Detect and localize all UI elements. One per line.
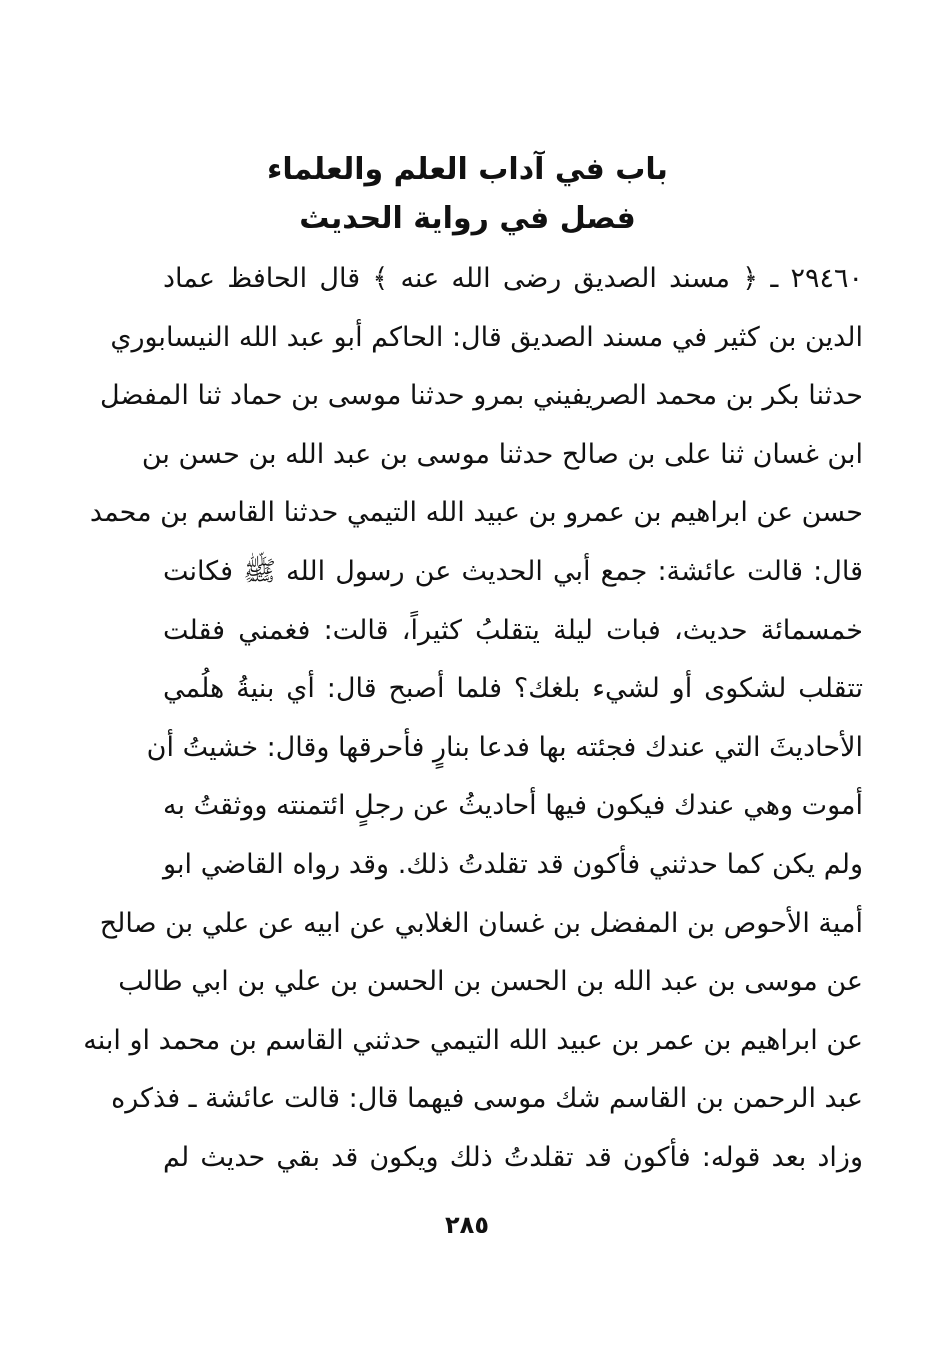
text-line: عن ابراهيم بن عمر بن عبيد الله التيمي حدثني القاسم بن محمد او ابنه <box>83 1024 863 1056</box>
text-line: حسن عن ابراهيم بن عمرو بن عبيد الله التيمي حدثنا القاسم بن محمد <box>89 497 863 529</box>
text-line: أمية الأحوص بن المفضل بن غسان الغلابي عن ابيه عن علي بن صالح <box>99 907 863 939</box>
text-line: قال: قالت عائشة: جمع أبي الحديث عن رسول الله ﷺ فكانت <box>163 555 863 587</box>
section-title: فصل في رواية الحديث <box>299 201 636 236</box>
text-line: وزاد بعد قوله: فأكون قد تقلدتُ ذلك ويكون قد بقي حديث لم <box>163 1141 863 1173</box>
text-line: ابن غسان ثنا على بن صالح حدثنا موسى بن عبد الله بن حسن بن <box>141 438 863 470</box>
chapter-title: باب في آداب العلم والعلماء <box>267 152 668 187</box>
page-number: ٢٨٥ <box>445 1211 489 1239</box>
text-line: حدثنا بكر بن محمد الصريفيني بمرو حدثنا موسى بن حماد ثنا المفضل <box>100 380 863 412</box>
text-line: ولم يكن كما حدثني فأكون قد تقلدتُ ذلك. وقد رواه القاضي ابو <box>163 848 863 880</box>
text-line: عبد الرحمن بن القاسم شك موسى فيهما قال: قالت عائشة ـ فذكره <box>111 1083 863 1115</box>
body-text <box>83 250 863 1188</box>
text-line: الدين بن كثير في مسند الصديق قال: الحاكم أبو عبد الله النيسابوري <box>110 321 863 353</box>
text-line: عن موسى بن عبد الله بن الحسن بن الحسن بن علي بن ابي طالب <box>118 966 863 998</box>
text-line: أموت وهي عندك فيكون فيها أحاديثُ عن رجلٍ ائتمنته ووثقتُ به <box>163 790 863 822</box>
text-line: الأحاديثَ التي عندك فجئته بها فدعا بنارٍ فأحرقها وقال: خشيتُ أن <box>146 731 863 763</box>
text-line: خمسمائة حديث، فبات ليلة يتقلبُ كثيراً، قالت: فغمني فقلت <box>163 614 863 646</box>
text-line: ٢٩٤٦٠ ـ ﴿ مسند الصديق رضى الله عنه ﴾ قال الحافظ عماد <box>163 263 863 294</box>
text-line: تتقلب لشكوى أو لشيء بلغك؟ فلما أصبح قال: أي بنيةُ هلُمي <box>163 673 863 705</box>
